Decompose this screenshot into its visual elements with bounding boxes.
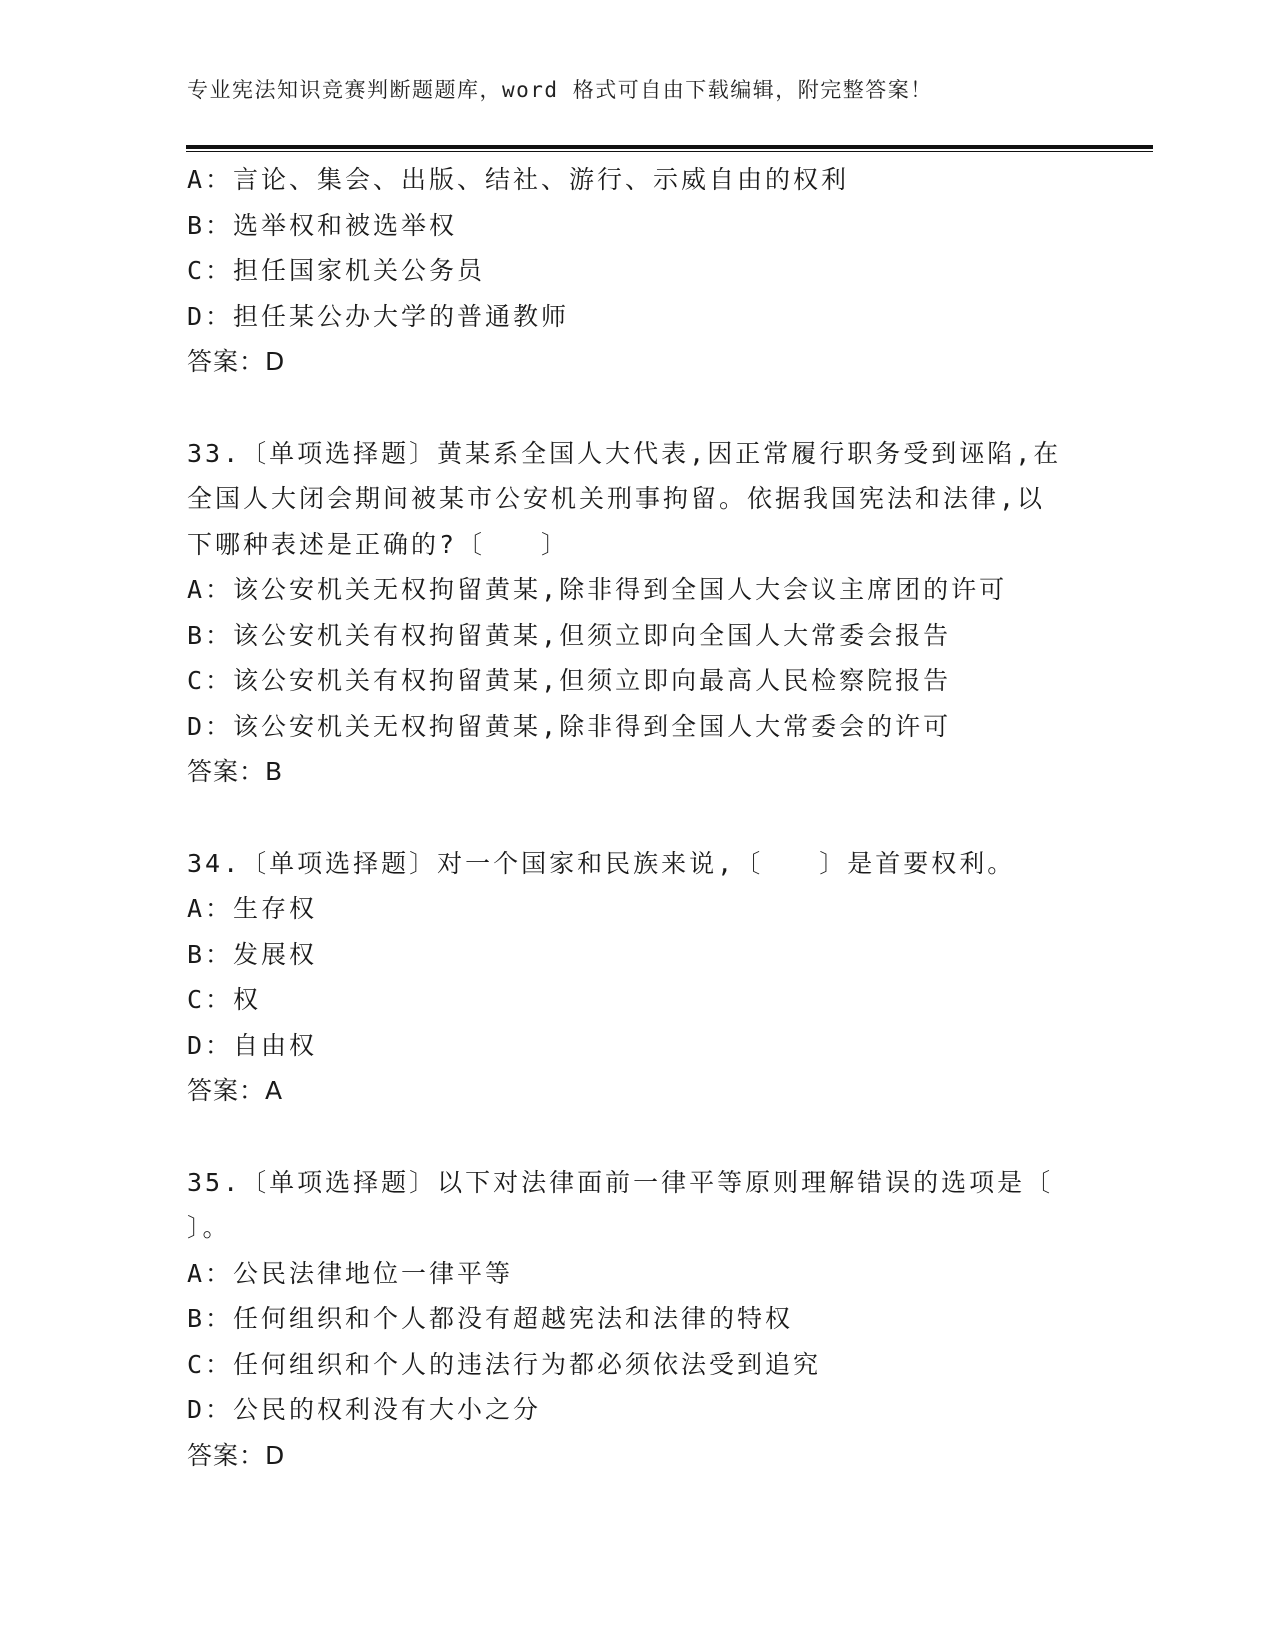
answer-line: 答案：B xyxy=(187,757,284,786)
question-stem-line: 〕。 xyxy=(187,1213,231,1242)
answer-line: 答案：D xyxy=(187,347,286,376)
option-d: D：担任某公办大学的普通教师 xyxy=(187,301,570,331)
question-stem-line: 33.〔单项选择题〕黄某系全国人大代表,因正常履行职务受到诬陷,在 xyxy=(187,438,1062,468)
question-block-continued xyxy=(187,157,1087,385)
option-d: D：自由权 xyxy=(187,1030,318,1060)
question-stem-line: 34.〔单项选择题〕对一个国家和民族来说,〔 〕是首要权利。 xyxy=(187,848,1016,878)
option-a: A：生存权 xyxy=(187,894,318,923)
option-b: B：该公安机关有权拘留黄某,但须立即向全国人大常委会报告 xyxy=(187,620,952,650)
question-stem-line: 下哪种表述是正确的?〔 〕 xyxy=(187,529,570,559)
option-b: B：选举权和被选举权 xyxy=(187,210,458,240)
option-d: D：公民的权利没有大小之分 xyxy=(187,1395,542,1424)
header-divider-thick xyxy=(186,145,1153,149)
option-c: C：权 xyxy=(187,985,262,1014)
question-content xyxy=(187,157,1087,1478)
option-c: C：任何组织和个人的违法行为都必须依法受到追究 xyxy=(187,1349,822,1379)
question-block-34 xyxy=(187,841,1087,1114)
question-stem-line: 全国人大闭会期间被某市公安机关刑事拘留。依据我国宪法和法律,以 xyxy=(187,484,1046,513)
question-block-35 xyxy=(187,1160,1087,1479)
header-divider-thin xyxy=(186,151,1153,152)
option-c: C：该公安机关有权拘留黄某,但须立即向最高人民检察院报告 xyxy=(187,666,952,695)
option-a: A：言论、集会、出版、结社、游行、示威自由的权利 xyxy=(187,165,850,194)
option-c: C：担任国家机关公务员 xyxy=(187,256,486,285)
option-a: A：该公安机关无权拘留黄某,除非得到全国人大会议主席团的许可 xyxy=(187,575,1008,604)
answer-line: 答案：A xyxy=(187,1076,284,1105)
answer-line: 答案：D xyxy=(187,1440,286,1470)
option-b: B：发展权 xyxy=(187,939,318,969)
option-b: B：任何组织和个人都没有超越宪法和法律的特权 xyxy=(187,1304,794,1333)
question-stem-line: 35.〔单项选择题〕以下对法律面前一律平等原则理解错误的选项是〔 xyxy=(187,1167,1054,1197)
option-a: A：公民法律地位一律平等 xyxy=(187,1258,514,1288)
question-block-33 xyxy=(187,431,1087,795)
option-d: D：该公安机关无权拘留黄某,除非得到全国人大常委会的许可 xyxy=(187,711,952,741)
page-header: 专业宪法知识竞赛判断题题库，word 格式可自由下载编辑，附完整答案！ xyxy=(187,78,933,102)
